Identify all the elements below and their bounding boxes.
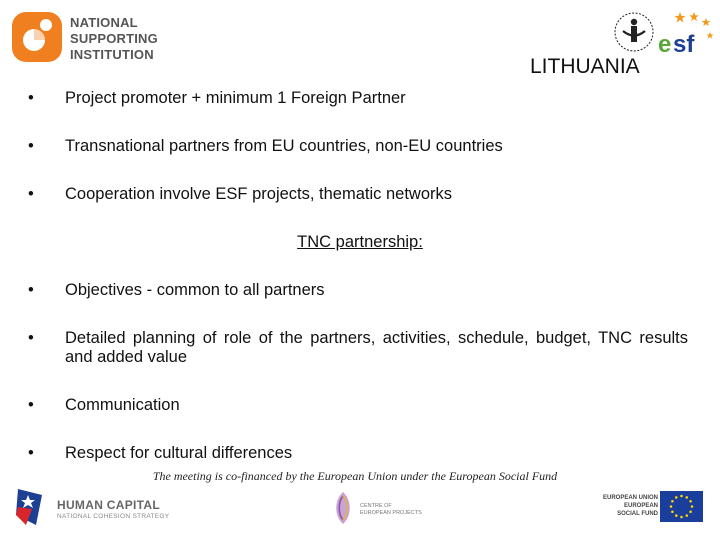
bullet-dot: • xyxy=(28,396,34,414)
bullet-text: Cooperation involve ESF projects, thematic networks xyxy=(65,185,453,203)
human-capital-title: HUMAN CAPITAL xyxy=(57,498,160,512)
bullet-text: Respect for cultural differences xyxy=(65,444,293,462)
tnc-heading: TNC partnership: xyxy=(297,233,423,251)
cep-line: CENTRE OF xyxy=(360,503,392,509)
cofinancing-note: The meeting is co-financed by the European Union under the European Social Fund xyxy=(152,469,558,483)
cep-line: EUROPEAN PROJECTS xyxy=(360,510,422,516)
org-line: SUPPORTING xyxy=(70,31,158,46)
bullet-text: Transnational partners from EU countries, non-EU countries xyxy=(65,137,503,155)
human-capital-flag-icon xyxy=(14,485,48,529)
cep-logo-icon xyxy=(330,490,356,526)
eu-line: SOCIAL FUND xyxy=(617,511,658,517)
svg-text:e: e xyxy=(658,31,672,58)
bullet-dot: • xyxy=(28,329,34,347)
bullet-dot: • xyxy=(28,185,34,203)
country-label: LITHUANIA xyxy=(530,55,640,78)
bullet-text: Detailed planning of role of the partners, activities, schedule, budget, TNC results and added value xyxy=(65,329,688,366)
eu-flag-icon xyxy=(660,491,703,522)
bullet-text: Objectives - common to all partners xyxy=(65,281,325,299)
bullet-text: Communication xyxy=(65,396,180,414)
org-line: INSTITUTION xyxy=(70,47,154,62)
bullet-dot: • xyxy=(28,444,34,462)
esf-logo-icon xyxy=(610,8,716,58)
eu-line: EUROPEAN xyxy=(623,503,658,509)
bullet-dot: • xyxy=(28,281,34,299)
eu-label xyxy=(598,494,658,518)
cep-label xyxy=(360,503,422,517)
eu-line: EUROPEAN UNION xyxy=(602,495,658,501)
org-line: NATIONAL xyxy=(70,15,138,30)
human-capital-subtitle: NATIONAL COHESION STRATEGY xyxy=(57,513,170,520)
bullet-text: Project promoter + minimum 1 Foreign Partner xyxy=(65,89,406,107)
svg-text:sf: sf xyxy=(673,31,695,58)
organization-name xyxy=(70,15,158,63)
bullet-dot: • xyxy=(28,89,34,107)
nsi-logo-icon xyxy=(12,12,62,62)
bullet-dot: • xyxy=(28,137,34,155)
